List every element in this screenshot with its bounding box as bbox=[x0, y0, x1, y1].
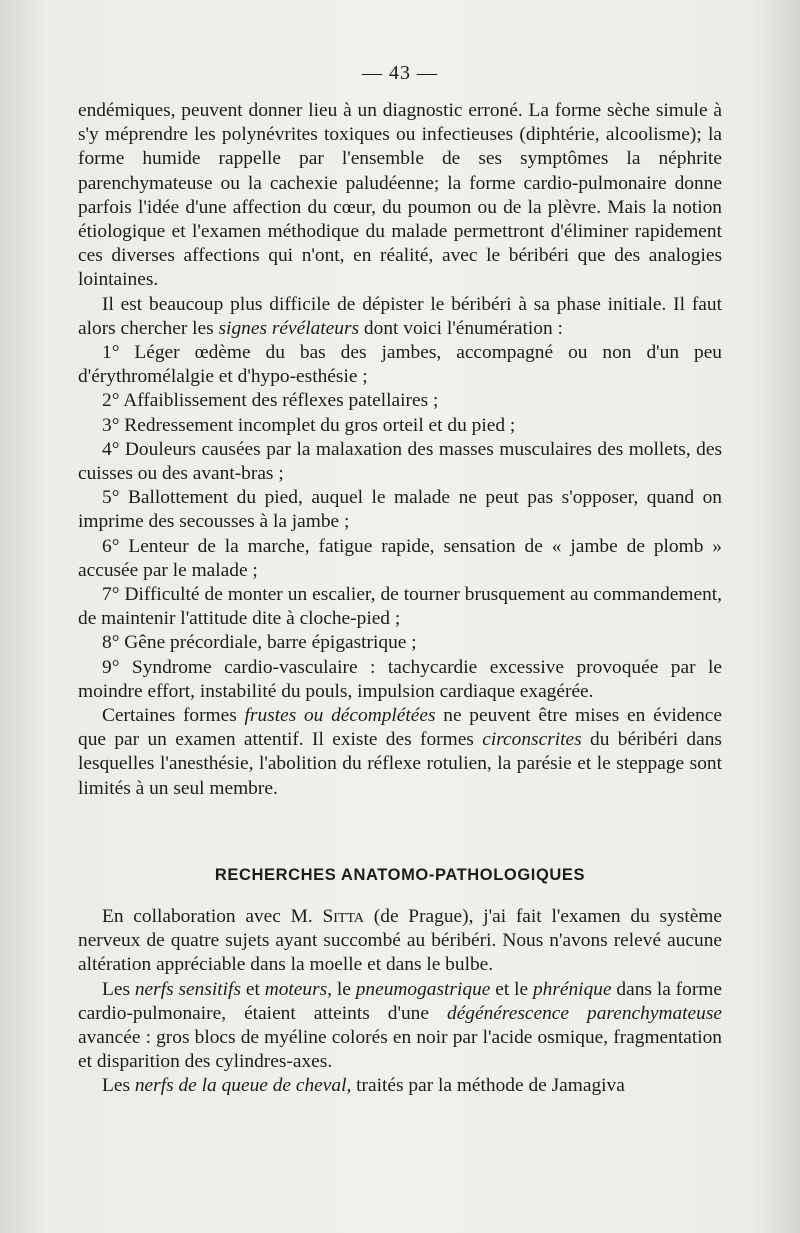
italic-term: phrénique bbox=[532, 978, 612, 1000]
text-run: Les bbox=[102, 978, 135, 1000]
list-item-sign-4: 4° Douleurs causées par la malaxation des masses musculaires des mollets, des cuisses ou des avant-bras ; bbox=[78, 438, 722, 485]
text-run: Certaines formes bbox=[102, 705, 245, 727]
list-item-sign-6: 6° Lenteur de la marche, fatigue rapide, sensation de « jambe de plomb » accusée par le malade ; bbox=[78, 535, 722, 581]
text-run: dans la forme cardio-pulmonaire, étaient atteints d'une bbox=[78, 978, 722, 1024]
text-run: ne peuvent être mises en évidence que par un examen attentif. Il existe des formes bbox=[78, 705, 722, 751]
list-item-sign-7: 7° Difficulté de monter un escalier, de tourner brusquement au commandement, de maintenir l'attitude dite à cloche-pied ; bbox=[78, 584, 722, 630]
text-run: et bbox=[240, 978, 265, 1000]
italic-term: nerfs sensitifs bbox=[134, 978, 241, 1000]
text-run: dont voici l'énumération : bbox=[359, 317, 563, 339]
paragraph-differential-diagnosis: endémiques, peuvent donner lieu à un diagnostic erroné. La forme sèche simule à s'y méprendre les polynévrites toxiques ou infectieuses (diphtérie, alcoolisme); la forme humide rappelle par l'ensemble de ses symptômes la néphrite parenchymateuse ou la cachexie paludéenne; la forme cardio-pulmonaire donne parfois l'idée d'une affection du cœur, du poumon ou de la plèvre. Mais la notion étiologique et l'examen méthodique du malade permettront d'éliminer rapidement ces diverses affections qui n'ont, en réalité, avec le béribéri que des analogies lointaines. bbox=[78, 100, 722, 291]
list-item-sign-3: 3° Redressement incomplet du gros orteil et du pied ; bbox=[102, 414, 516, 436]
page-number: — 43 — bbox=[362, 62, 438, 84]
italic-term: pneumogastrique bbox=[355, 978, 491, 1000]
text-run: le bbox=[332, 978, 356, 1000]
list-item-sign-8: 8° Gêne précordiale, barre épigastrique ; bbox=[102, 632, 417, 654]
paragraph-early-signs bbox=[78, 293, 722, 341]
list-item-sign-5: 5° Ballottement du pied, auquel le malade ne peut pas s'opposer, quand on imprime des secousses à la jambe ; bbox=[78, 487, 722, 533]
body-text-section-2 bbox=[78, 905, 722, 1099]
text-run: du béribéri dans lesquelles l'anesthésie, l'abolition du réflexe rotulien, la parésie et le steppage sont limités à un seul membre. bbox=[78, 729, 722, 799]
list-item-sign-2: 2° Affaiblissement des réflexes patellaires ; bbox=[102, 390, 439, 412]
body-text-section-1 bbox=[78, 99, 722, 801]
paragraph-collaboration bbox=[78, 905, 722, 978]
paragraph-nerve-degeneration bbox=[78, 978, 722, 1075]
italic-term-signes-revelateurs: signes révélateurs bbox=[218, 317, 360, 339]
italic-term: nerfs de la queue de cheval, bbox=[134, 1075, 352, 1097]
italic-term: moteurs, bbox=[264, 978, 333, 1000]
text-run: et le bbox=[490, 978, 533, 1000]
text-run: Il est beaucoup plus difficile de dépister le béribéri à sa phase initiale. Il faut alors chercher les bbox=[78, 293, 722, 339]
text-run: (de Prague), j'ai fait l'examen du système nerveux de quatre sujets ayant succombé au béribéri. Nous n'avons relevé aucune altération appréciable dans la moelle et dans le bulbe. bbox=[78, 906, 722, 976]
list-item-sign-9: 9° Syndrome cardio-vasculaire : tachycardie excessive provoquée par le moindre effort, instabilité du pouls, impulsion cardiaque exagérée. bbox=[78, 656, 722, 702]
author-name-sitta: Sitta bbox=[322, 906, 365, 927]
text-run: En collaboration avec M. bbox=[102, 906, 323, 927]
text-run: Les bbox=[102, 1075, 135, 1097]
section-heading: RECHERCHES ANATOMO-PATHOLOGIQUES bbox=[214, 866, 586, 884]
paragraph-atypical-forms bbox=[78, 704, 722, 801]
italic-term-circonscrites: circonscrites bbox=[482, 729, 582, 751]
paragraph-queue-de-cheval bbox=[78, 1074, 722, 1098]
text-run: avancée : gros blocs de myéline colorés en noir par l'acide osmique, fragmentation et disparition des cylindres-axes. bbox=[78, 1027, 722, 1073]
text-run: traités par la méthode de Jamagiva bbox=[351, 1075, 625, 1097]
list-item-sign-1: 1° Léger œdème du bas des jambes, accompagné ou non d'un peu d'érythromélalgie et d'hypo-esthésie ; bbox=[78, 342, 722, 388]
italic-term: dégénérescence parenchymateuse bbox=[447, 1002, 722, 1024]
italic-term-frustes: frustes ou décomplétées bbox=[244, 705, 436, 727]
